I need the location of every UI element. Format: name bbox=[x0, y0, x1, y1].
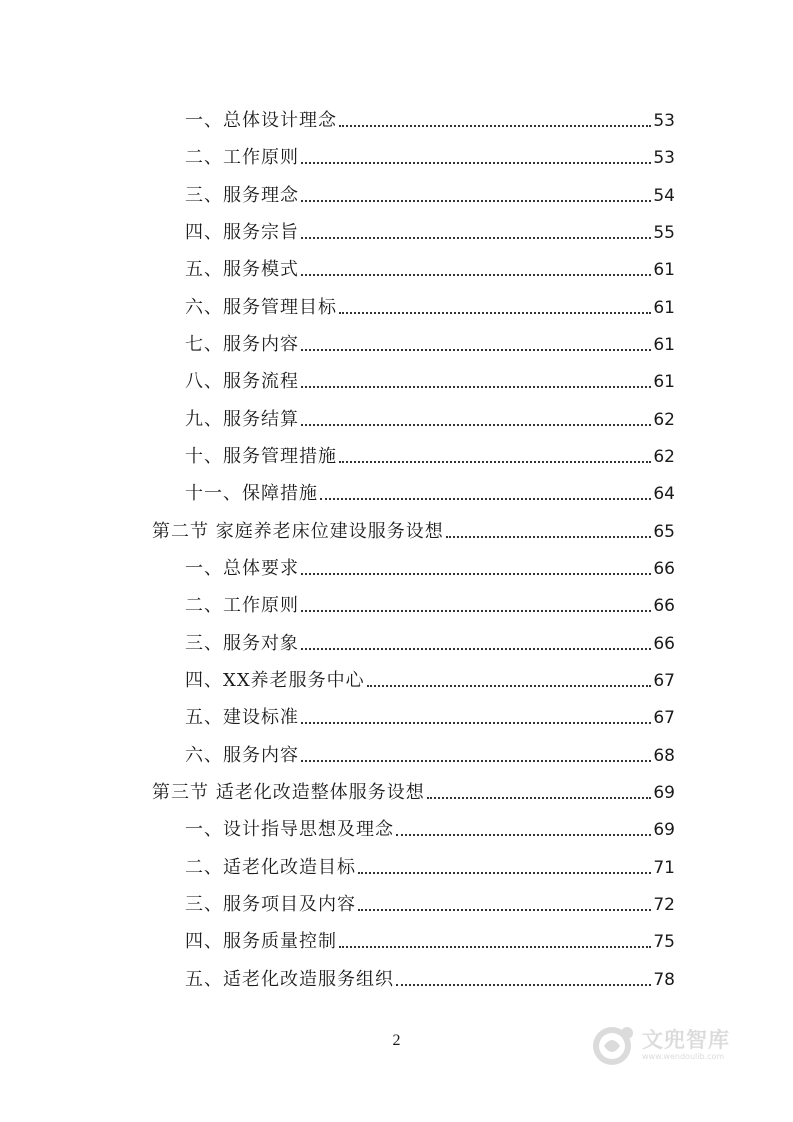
toc-entry-page: 66 bbox=[653, 634, 675, 654]
toc-entry-label: 七、服务内容 bbox=[185, 334, 299, 355]
toc-entry[interactable] bbox=[185, 328, 675, 356]
watermark-brand: 文兜智库 bbox=[642, 1028, 730, 1052]
toc-entry[interactable] bbox=[185, 813, 675, 841]
toc-entry-page: 66 bbox=[653, 559, 675, 579]
toc-entry[interactable] bbox=[185, 365, 675, 393]
toc-entry-label: 六、服务内容 bbox=[185, 745, 299, 766]
toc-entry-label: 十一、保障措施 bbox=[185, 483, 318, 504]
toc-entry[interactable] bbox=[185, 627, 675, 655]
toc-entry[interactable] bbox=[185, 291, 675, 319]
toc-entry-page: 62 bbox=[653, 447, 675, 467]
toc-entry-label: 五、服务模式 bbox=[185, 259, 299, 280]
toc-entry-label: 三、服务对象 bbox=[185, 633, 299, 654]
toc-entry[interactable] bbox=[185, 216, 675, 244]
toc-entry-label: 四、服务质量控制 bbox=[185, 931, 337, 952]
toc-dot-leader bbox=[427, 796, 652, 799]
toc-entry[interactable] bbox=[185, 701, 675, 729]
toc-entry-page: 61 bbox=[653, 372, 675, 392]
toc-section-entry[interactable] bbox=[152, 515, 675, 543]
toc-entry[interactable] bbox=[185, 440, 675, 468]
toc-entry-label: 十、服务管理措施 bbox=[185, 446, 337, 467]
toc-entry-label: 四、XX养老服务中心 bbox=[185, 670, 365, 691]
toc-entry[interactable] bbox=[185, 104, 675, 132]
toc-dot-leader bbox=[396, 983, 651, 986]
toc-entry-page: 61 bbox=[653, 260, 675, 280]
toc-entry-page: 53 bbox=[653, 111, 675, 131]
toc-dot-leader bbox=[396, 833, 651, 836]
toc-dot-leader bbox=[301, 199, 651, 202]
toc-entry-page: 72 bbox=[653, 895, 675, 915]
toc-entry[interactable] bbox=[185, 739, 675, 767]
toc-entry[interactable] bbox=[185, 552, 675, 580]
toc-dot-leader bbox=[446, 535, 652, 538]
toc-dot-leader bbox=[301, 273, 651, 276]
toc-entry[interactable] bbox=[185, 141, 675, 169]
toc-entry-label: 九、服务结算 bbox=[185, 409, 299, 430]
toc-entry[interactable] bbox=[185, 179, 675, 207]
toc-entry-page: 67 bbox=[653, 708, 675, 728]
toc-entry-label: 第二节 家庭养老床位建设服务设想 bbox=[152, 521, 444, 542]
toc-entry-label: 六、服务管理目标 bbox=[185, 297, 337, 318]
toc-entry[interactable] bbox=[185, 477, 675, 505]
toc-dot-leader bbox=[339, 124, 651, 127]
watermark bbox=[590, 1022, 760, 1072]
toc-dot-leader bbox=[367, 684, 652, 687]
toc-dot-leader bbox=[301, 348, 651, 351]
toc-entry-page: 75 bbox=[653, 932, 675, 952]
toc-entry-label: 第三节 适老化改造整体服务设想 bbox=[152, 782, 425, 803]
toc-entry-page: 62 bbox=[653, 410, 675, 430]
toc-entry-label: 八、服务流程 bbox=[185, 371, 299, 392]
toc-dot-leader bbox=[339, 945, 651, 948]
toc-dot-leader bbox=[301, 609, 651, 612]
toc-entry-page: 54 bbox=[653, 186, 675, 206]
toc-dot-leader bbox=[301, 423, 651, 426]
toc-dot-leader bbox=[358, 908, 651, 911]
toc-dot-leader bbox=[301, 647, 651, 650]
toc-entry-page: 66 bbox=[653, 596, 675, 616]
toc-entry-label: 三、服务项目及内容 bbox=[185, 894, 356, 915]
toc-entry-page: 68 bbox=[653, 746, 675, 766]
toc-entry-page: 53 bbox=[653, 148, 675, 168]
toc-entry-page: 71 bbox=[653, 858, 675, 878]
toc-entry-page: 69 bbox=[653, 783, 675, 803]
toc-dot-leader bbox=[358, 871, 651, 874]
toc-entry-page: 64 bbox=[653, 484, 675, 504]
toc-entry-label: 一、总体要求 bbox=[185, 558, 299, 579]
toc-entry[interactable] bbox=[185, 851, 675, 879]
toc-entry-label: 五、适老化改造服务组织 bbox=[185, 969, 394, 990]
toc-dot-leader bbox=[301, 721, 651, 724]
toc-entry-label: 五、建设标准 bbox=[185, 707, 299, 728]
watermark-url: www.wendoulib.com bbox=[642, 1052, 725, 1061]
toc-dot-leader bbox=[320, 497, 651, 500]
toc-entry-page: 65 bbox=[653, 522, 675, 542]
toc-entry-label: 二、适老化改造目标 bbox=[185, 857, 356, 878]
toc-entry[interactable] bbox=[185, 888, 675, 916]
toc-entry-page: 67 bbox=[653, 671, 675, 691]
toc-entry[interactable] bbox=[185, 925, 675, 953]
toc-entry-page: 69 bbox=[653, 820, 675, 840]
page-number: 2 bbox=[392, 1032, 401, 1049]
toc-dot-leader bbox=[301, 572, 651, 575]
toc-entry[interactable] bbox=[185, 589, 675, 617]
toc-dot-leader bbox=[339, 311, 651, 314]
toc-entry[interactable] bbox=[185, 403, 675, 431]
toc-entry-label: 三、服务理念 bbox=[185, 185, 299, 206]
toc-entry-page: 61 bbox=[653, 298, 675, 318]
toc-dot-leader bbox=[301, 161, 651, 164]
toc-entry[interactable] bbox=[185, 963, 675, 991]
toc-entry-page: 78 bbox=[653, 970, 675, 990]
toc-dot-leader bbox=[339, 460, 651, 463]
toc-section-entry[interactable] bbox=[152, 776, 675, 804]
toc-entry[interactable] bbox=[185, 253, 675, 281]
toc-entry[interactable] bbox=[185, 664, 675, 692]
toc-dot-leader bbox=[301, 236, 651, 239]
toc-entry-label: 二、工作原则 bbox=[185, 147, 299, 168]
toc-entry-label: 二、工作原则 bbox=[185, 595, 299, 616]
toc-entry-label: 四、服务宗旨 bbox=[185, 222, 299, 243]
wendou-logo-icon bbox=[590, 1022, 638, 1070]
toc-entry-page: 55 bbox=[653, 223, 675, 243]
toc-dot-leader bbox=[301, 385, 651, 388]
toc-dot-leader bbox=[301, 759, 651, 762]
toc-entry-label: 一、总体设计理念 bbox=[185, 110, 337, 131]
toc-entry-label: 一、设计指导思想及理念 bbox=[185, 819, 394, 840]
toc-entry-page: 61 bbox=[653, 335, 675, 355]
